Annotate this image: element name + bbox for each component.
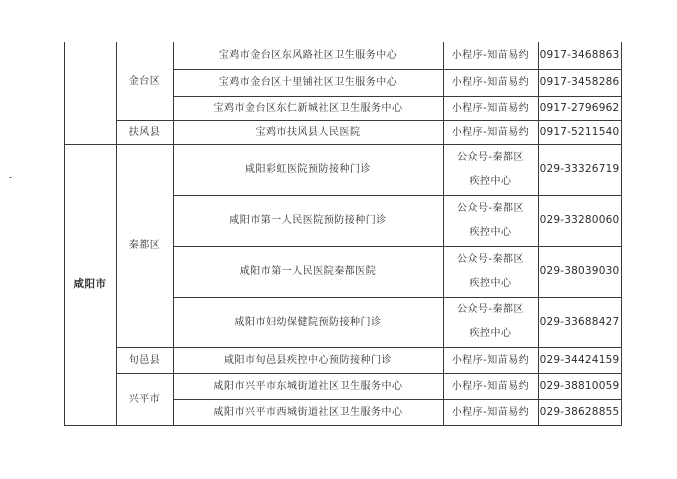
phone-cell: 029-38628855	[539, 405, 620, 418]
booking-method-cell-line: 疾控中心	[469, 226, 512, 238]
booking-method-cell: 小程序-知苗易约	[451, 406, 530, 418]
phone-cell: 029-33280060	[539, 214, 620, 226]
phone-cell: 0917-3458286	[539, 76, 620, 88]
table-horizontal-rule	[116, 347, 622, 348]
table-horizontal-rule	[173, 69, 622, 70]
site-name-cell: 咸阳市第一人民医院秦都医院	[239, 266, 377, 277]
booking-method-cell	[443, 144, 538, 195]
table-horizontal-rule	[173, 399, 622, 400]
booking-method-cell: 小程序-知苗易约	[451, 126, 530, 138]
booking-method-cell-line: 公众号-秦都区	[456, 253, 525, 265]
booking-method-cell	[443, 195, 538, 246]
site-name-cell: 咸阳市第一人民医院预防接种门诊	[229, 215, 387, 226]
table-horizontal-rule	[64, 425, 622, 426]
table-vertical-rule	[538, 42, 539, 426]
phone-cell: 029-38810059	[539, 379, 620, 392]
table-vertical-rule	[173, 42, 174, 426]
booking-method-cell: 小程序-知苗易约	[451, 102, 530, 114]
site-name-cell: 咸阳市旬邑县疾控中心预防接种门诊	[224, 354, 392, 366]
booking-method-cell-line: 公众号-秦都区	[456, 151, 525, 163]
booking-method-cell: 小程序-知苗易约	[451, 380, 530, 392]
site-name-cell: 宝鸡市金台区十里铺社区卫生服务中心	[218, 77, 398, 88]
table-vertical-rule	[116, 42, 117, 426]
phone-cell: 0917-2796962	[539, 101, 620, 114]
booking-method-cell: 小程序-知苗易约	[451, 354, 530, 366]
district-cell: 扶风县	[128, 126, 161, 138]
phone-cell: 029-38039030	[539, 265, 620, 277]
phone-cell: 0917-5211540	[539, 125, 620, 138]
booking-method-cell-line: 疾控中心	[469, 328, 512, 339]
booking-method-cell	[443, 297, 538, 347]
booking-method-cell: 小程序-知苗易约	[451, 50, 530, 61]
district-cell: 旬邑县	[128, 354, 161, 366]
phone-cell: 029-34424159	[539, 353, 620, 366]
district-cell: 秦都区	[128, 240, 161, 251]
table-horizontal-rule	[173, 297, 622, 298]
booking-method-cell	[443, 246, 538, 297]
table-vertical-rule	[621, 42, 622, 426]
booking-method-cell-line: 疾控中心	[469, 277, 512, 289]
site-name-cell: 咸阳市兴平市东城街道社区卫生服务中心	[213, 380, 403, 392]
booking-method-cell: 小程序-知苗易约	[451, 77, 530, 88]
site-name-cell: 咸阳市兴平市西城街道社区卫生服务中心	[213, 406, 403, 418]
scan-speck	[9, 177, 12, 178]
district-cell: 金台区	[128, 75, 161, 87]
phone-cell: 0917-3468863	[539, 49, 620, 61]
table-horizontal-rule	[173, 246, 622, 247]
table-horizontal-rule	[173, 96, 622, 97]
booking-method-cell-line: 疾控中心	[469, 175, 512, 187]
site-name-cell: 咸阳彩虹医院预防接种门诊	[245, 164, 371, 175]
phone-cell: 029-33688427	[539, 315, 620, 328]
site-name-cell: 宝鸡市扶风县人民医院	[255, 126, 361, 138]
district-cell: 兴平市	[128, 393, 161, 405]
table-horizontal-rule	[116, 120, 622, 121]
booking-method-cell-line: 公众号-秦都区	[456, 202, 525, 214]
table-horizontal-rule	[116, 373, 622, 374]
city-cell: 咸阳市	[73, 278, 107, 290]
site-name-cell: 宝鸡市金台区东风路社区卫生服务中心	[218, 50, 398, 61]
city-cell	[64, 42, 116, 144]
table-vertical-rule	[443, 42, 444, 426]
table-vertical-rule	[64, 42, 65, 426]
table-horizontal-rule	[64, 144, 622, 145]
phone-cell: 029-33326719	[539, 163, 620, 175]
site-name-cell: 咸阳市妇幼保健院预防接种门诊	[234, 316, 382, 328]
table-horizontal-rule	[173, 195, 622, 196]
site-name-cell: 宝鸡市金台区东仁新城社区卫生服务中心	[213, 102, 403, 114]
booking-method-cell-line: 公众号-秦都区	[456, 304, 525, 315]
